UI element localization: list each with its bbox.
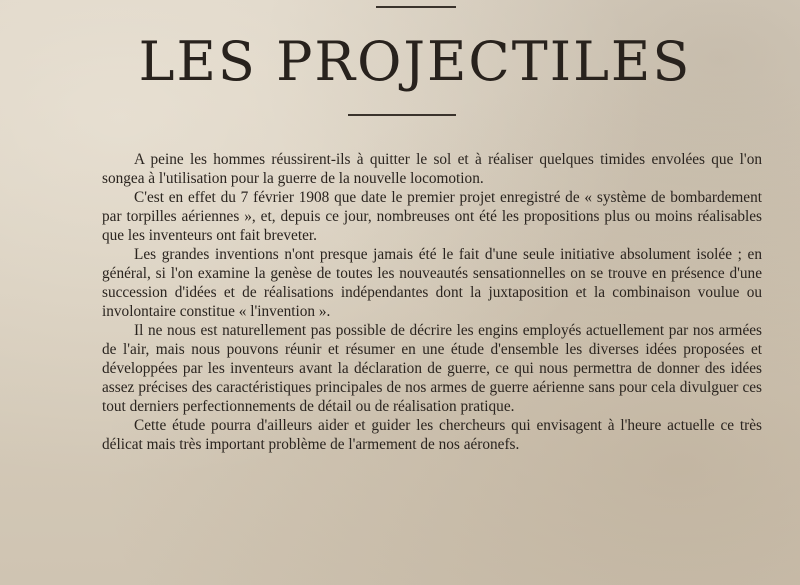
paragraph-1: A peine les hommes réussirent-ils à quitter le sol et à réaliser quelques timides envolées que l'on songea à l'utilisation pour la guerre de la nouvelle locomotion.	[102, 151, 762, 187]
top-divider	[376, 6, 456, 8]
article-title: LES PROJECTILES	[138, 30, 692, 93]
paragraph-2: C'est en effet du 7 février 1908 que date le premier projet enregistré de « système de bombardement par torpilles aériennes », et, depuis ce jour, nombreuses ont été les propositions plus ou moins réalisables que les inventeurs ont fait breveter.	[102, 189, 762, 244]
paragraph-4: Il ne nous est naturellement pas possible de décrire les engins employés actuellement par nos armées de l'air, mais nous pouvons réunir et résumer en une étude d'ensemble les diverses idées proposées et développées par les inventeurs avant la déclaration de guerre, ce qui nous permettra de donner des idées assez précises des caractéristiques principales de nos armes de guerre aérienne sans pour cela divulguer ces tout derniers perfectionnements de détail ou de réalisation pratique.	[102, 322, 762, 415]
paragraph-5: Cette étude pourra d'ailleurs aider et guider les chercheurs qui envisagent à l'heure actuelle ce très délicat mais très important problème de l'armement de nos aéronefs.	[102, 417, 762, 453]
title-divider	[348, 114, 456, 116]
paragraph-3: Les grandes inventions n'ont presque jamais été le fait d'une seule initiative absolument isolée ; en général, si l'on examine la genèse de toutes les nouveautés sensationnelles on se trouve en présence d'une succession d'idées et de réalisations indépendantes dont la juxtaposition et la combinaison voulue ou involontaire constitue « l'invention ».	[102, 246, 762, 320]
article-body	[102, 150, 762, 454]
